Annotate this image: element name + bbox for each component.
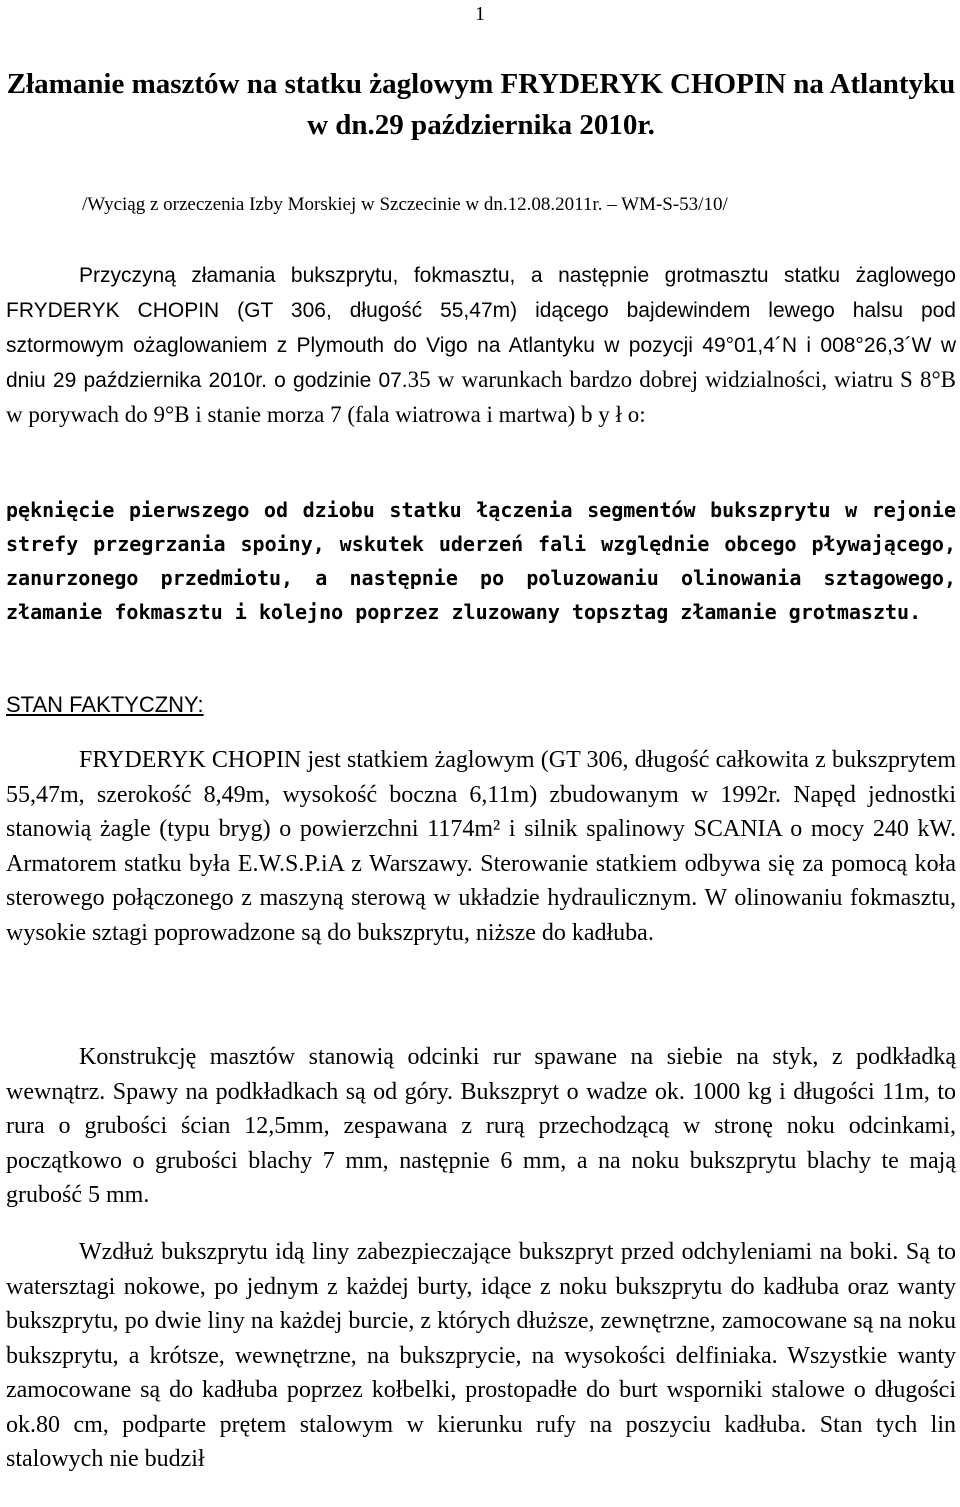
facts-paragraph: FRYDERYK CHOPIN jest statkiem żaglowym (GT 306, długość całkowita z bukszprytem 55,47m, szerokość 8,49m, wysokość boczna 6,11m) zbudowanym w 1992r. Napęd jednostki stanowią żagle (typu bryg) o powierzchni 1174m² i silnik spalinowy SCANIA o mocy 240 kW. Armatorem statku była E.W.S.P.iA z Warszawy. Sterowanie statkiem odbywa się za pomocą koła sterowego połączonego z maszyną sterową w układzie hydraulicznym. W olinowaniu fokmasztu, wysokie sztagi poprowadzone są do bukszprytu, niższe do kadłuba. (6, 747, 956, 946)
cause-paragraph-sans-part: Przyczyną złamania bukszprytu, fokmasztu, a następnie grotmasztu statku żaglowego FRYDERYK CHOPIN (GT 306, długość 55,47m) idącego bajdewindem lewego halsu pod sztormowym ożaglowaniem z Plymouth do Vigo na Atlantyku w pozycji 49°01,4´N i 008°26,3´W w dniu 29 października 2010r. o godzinie 07. (6, 264, 956, 392)
page-number: 1 (475, 3, 485, 25)
cause-paragraph (6, 258, 956, 432)
result-paragraph: pęknięcie pierwszego od dziobu statku łączenia segmentów bukszprytu w rejonie strefy przegrzania spoiny, wskutek uderzeń fali względnie obcego pływającego, zanurzonego przedmiotu, a następnie po poluzowaniu olinowania sztagowego, złamanie fokmasztu i kolejno poprzez zluzowany topsztag złamanie grotmasztu. (6, 498, 956, 624)
bowsprit-rigging-paragraph: Wzdłuż bukszprytu idą liny zabezpieczające bukszpryt przed odchyleniami na boki. Są to watersztagi nokowe, po jednym z każdej burty, idące z noku bukszprytu do kadłuba oraz wanty bukszprytu, po dwie liny na każdej burcie, z których dłuższe, zewnętrzne, zamocowane są na noku bukszprytu, a krótsze, wewnętrzne, na bukszprycie, na wysokości delfiniaka. Wszystkie wanty zamocowane są do kadłuba poprzez kołbelki, prostopadłe do burt wsporniki stalowe o długości ok.80 cm, podparte prętem stalowym w kierunku rufy na poszyciu kadłuba. Stan tych lin stalowych nie budził (6, 1239, 956, 1472)
source-reference: /Wyciąg z orzeczenia Izby Morskiej w Szczecinie w dn.12.08.2011r. – WM-S-53/10/ (82, 194, 728, 215)
masts-construction-paragraph: Konstrukcję masztów stanowią odcinki rur spawane na siebie na styk, z podkładką wewnątrz. Spawy na podkładkach są od góry. Bukszpryt o wadze ok. 1000 kg i długości 11m, to rura o grubości ścian 12,5mm, zespawana z rurą przechodzącą w stronę noku odcinkami, początkowo o grubości blachy 7 mm, następnie 6 mm, a na noku bukszprytu blachy te mają grubość 5 mm. (6, 1044, 956, 1208)
facts-heading: STAN FAKTYCZNY: (6, 692, 204, 717)
document-title: Złamanie masztów na statku żaglowym FRYDERYK CHOPIN na Atlantyku w dn.29 października 2010r. (6, 68, 956, 141)
cause-paragraph-serif-part: 35 w warunkach bardzo dobrej widzialności, wiatru S 8°B w porywach do 9°B i stanie morza 7 (fala wiatrowa i martwa) b y ł o: (6, 367, 956, 427)
